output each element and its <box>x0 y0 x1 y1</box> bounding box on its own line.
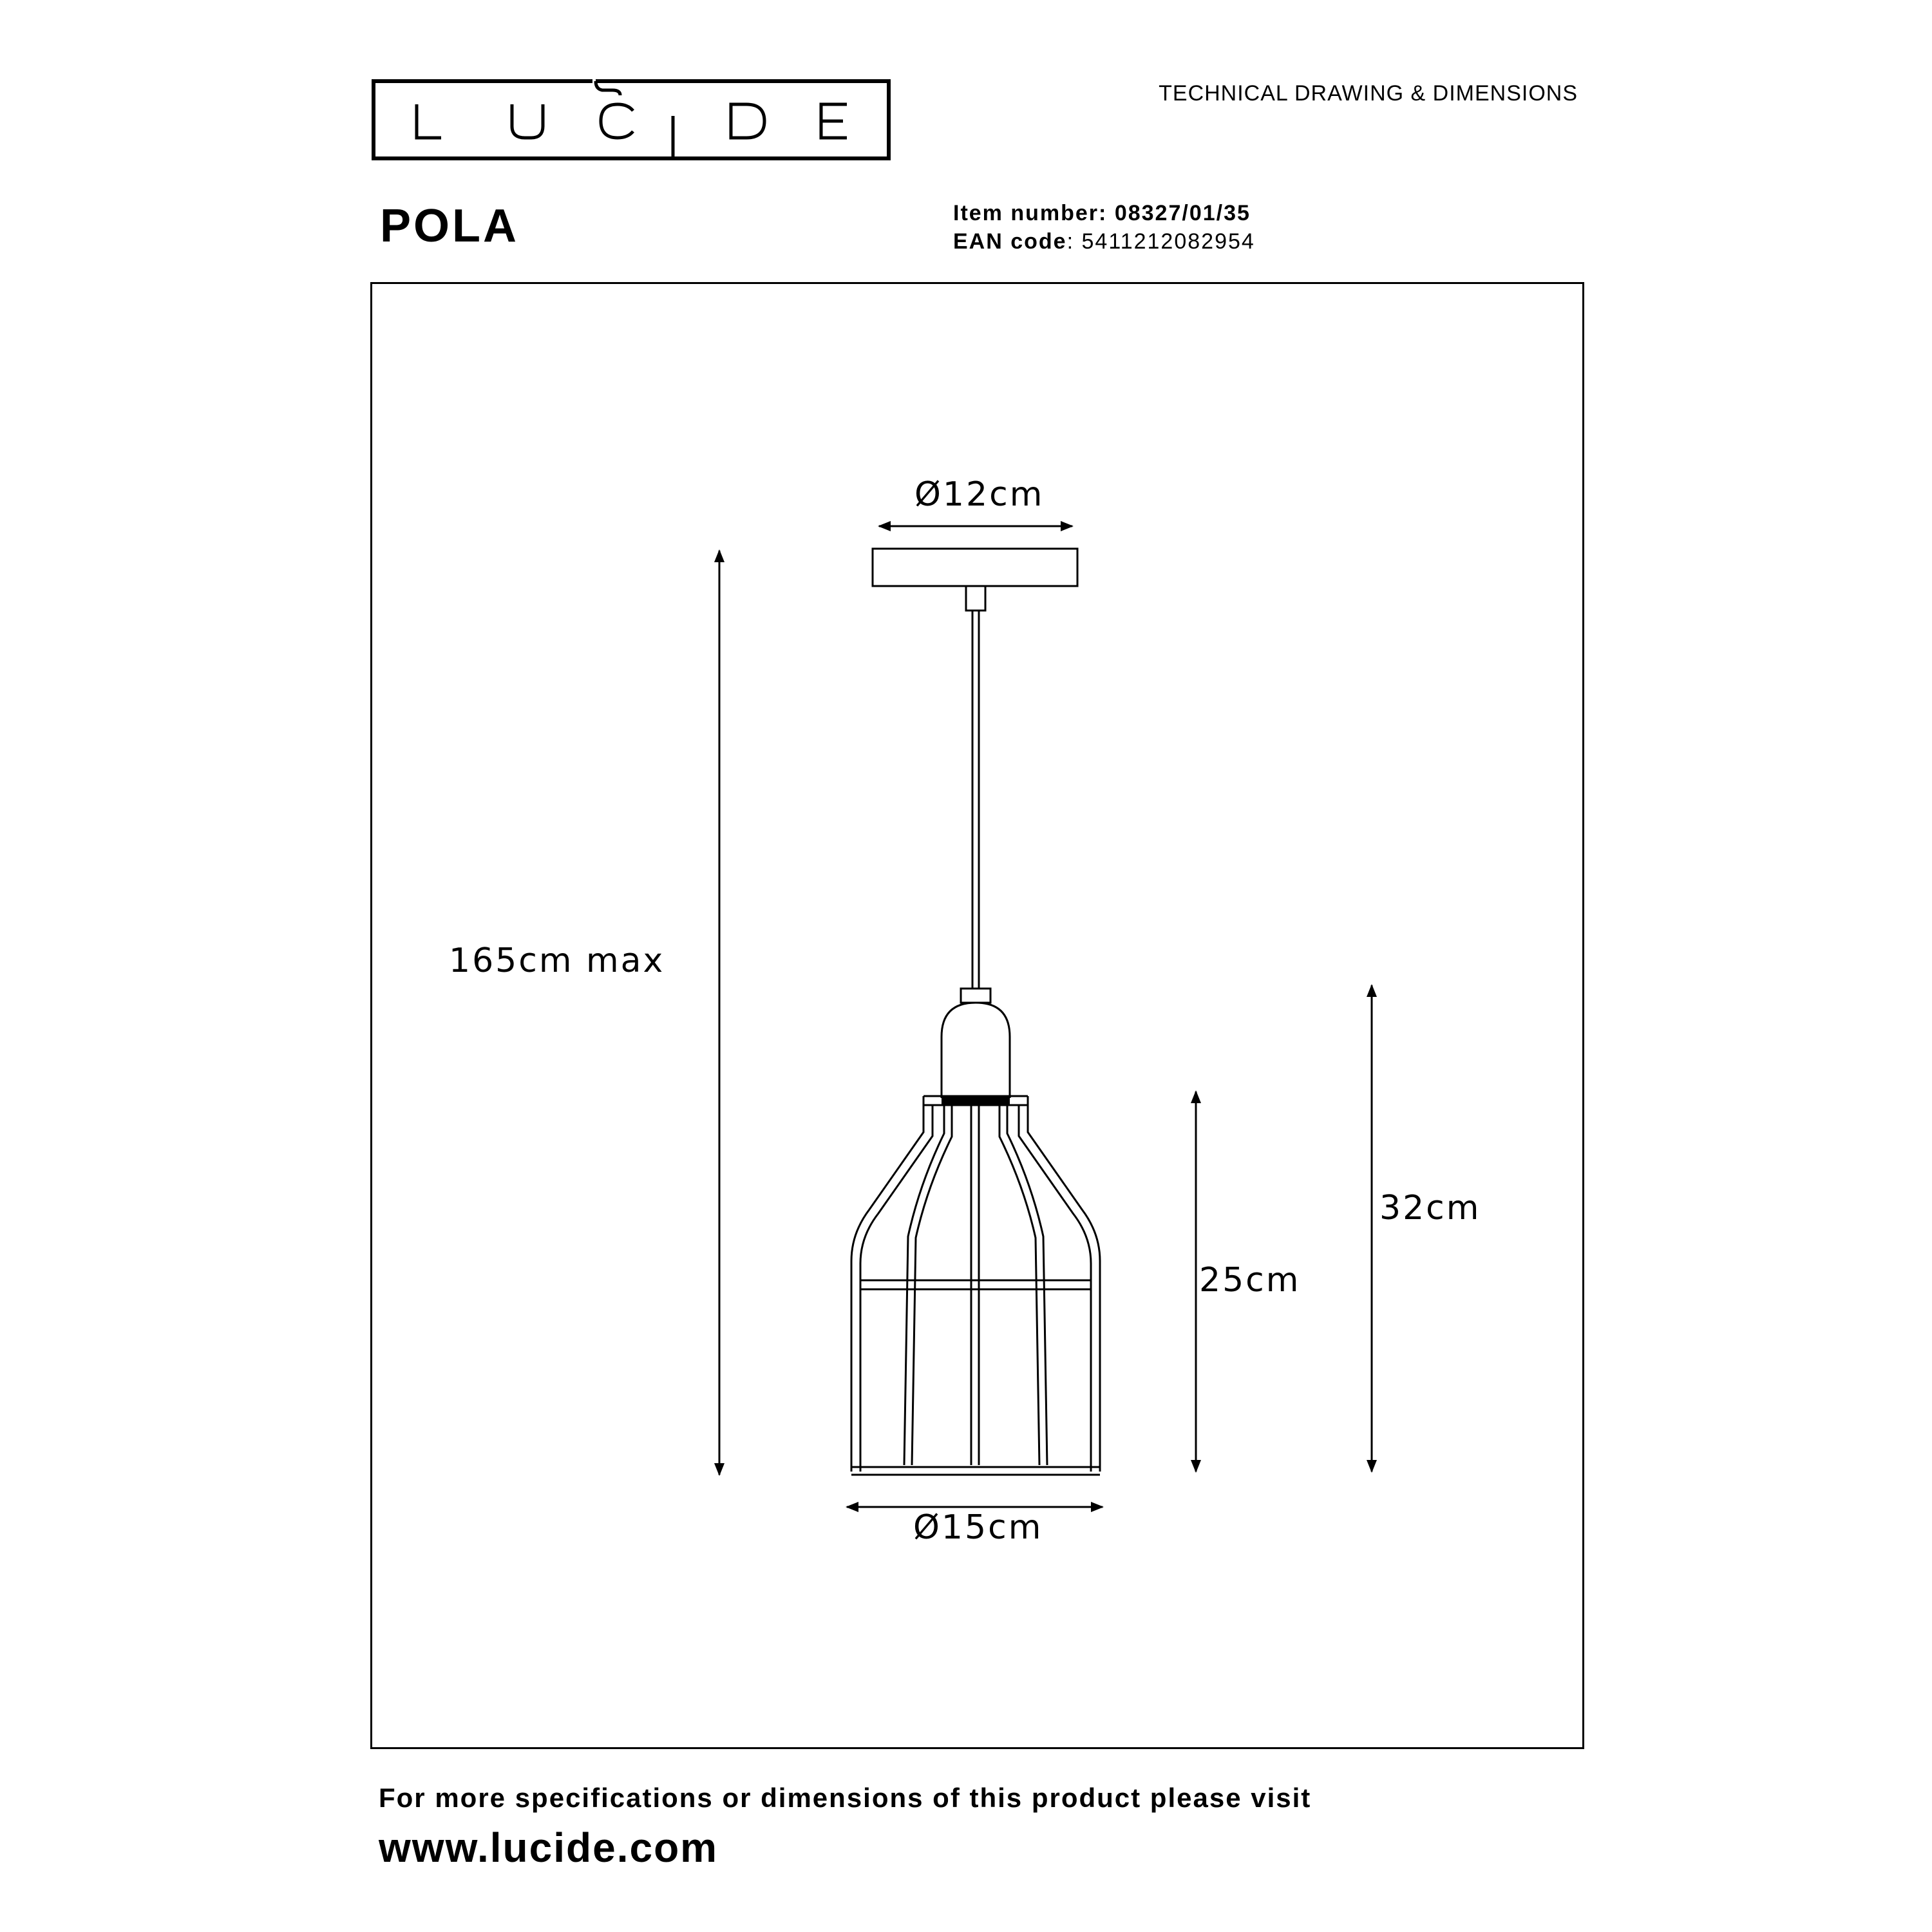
socket-top <box>961 989 990 1003</box>
website-link[interactable]: www.lucide.com <box>379 1824 719 1871</box>
footer-text: For more specifications or dimensions of this product please visit <box>379 1783 1312 1813</box>
ean-code-label: EAN code <box>953 229 1067 254</box>
socket-holder <box>942 1003 1010 1098</box>
shade-height-label: 25cm <box>1199 1261 1301 1300</box>
document-title: TECHNICAL DRAWING & DIMENSIONS <box>1159 81 1578 106</box>
shade-diameter-label: Ø15cm <box>913 1508 1043 1547</box>
canopy-diameter-label: Ø12cm <box>914 475 1045 514</box>
item-number-row: Item number: 08327/01/35 <box>953 201 1251 225</box>
total-height-label: 32cm <box>1379 1189 1481 1227</box>
wire-cage <box>851 1096 1100 1475</box>
ceiling-canopy <box>873 549 1077 586</box>
item-number-value: 08327/01/35 <box>1114 201 1251 225</box>
item-number-label: Item number <box>953 201 1099 225</box>
max-height-label: 165cm max <box>449 942 665 980</box>
ean-code-value: 5411212082954 <box>1081 229 1255 254</box>
ean-code-row: EAN code: 5411212082954 <box>953 229 1255 254</box>
product-name: POLA <box>380 200 520 252</box>
cord-grip <box>966 586 985 611</box>
